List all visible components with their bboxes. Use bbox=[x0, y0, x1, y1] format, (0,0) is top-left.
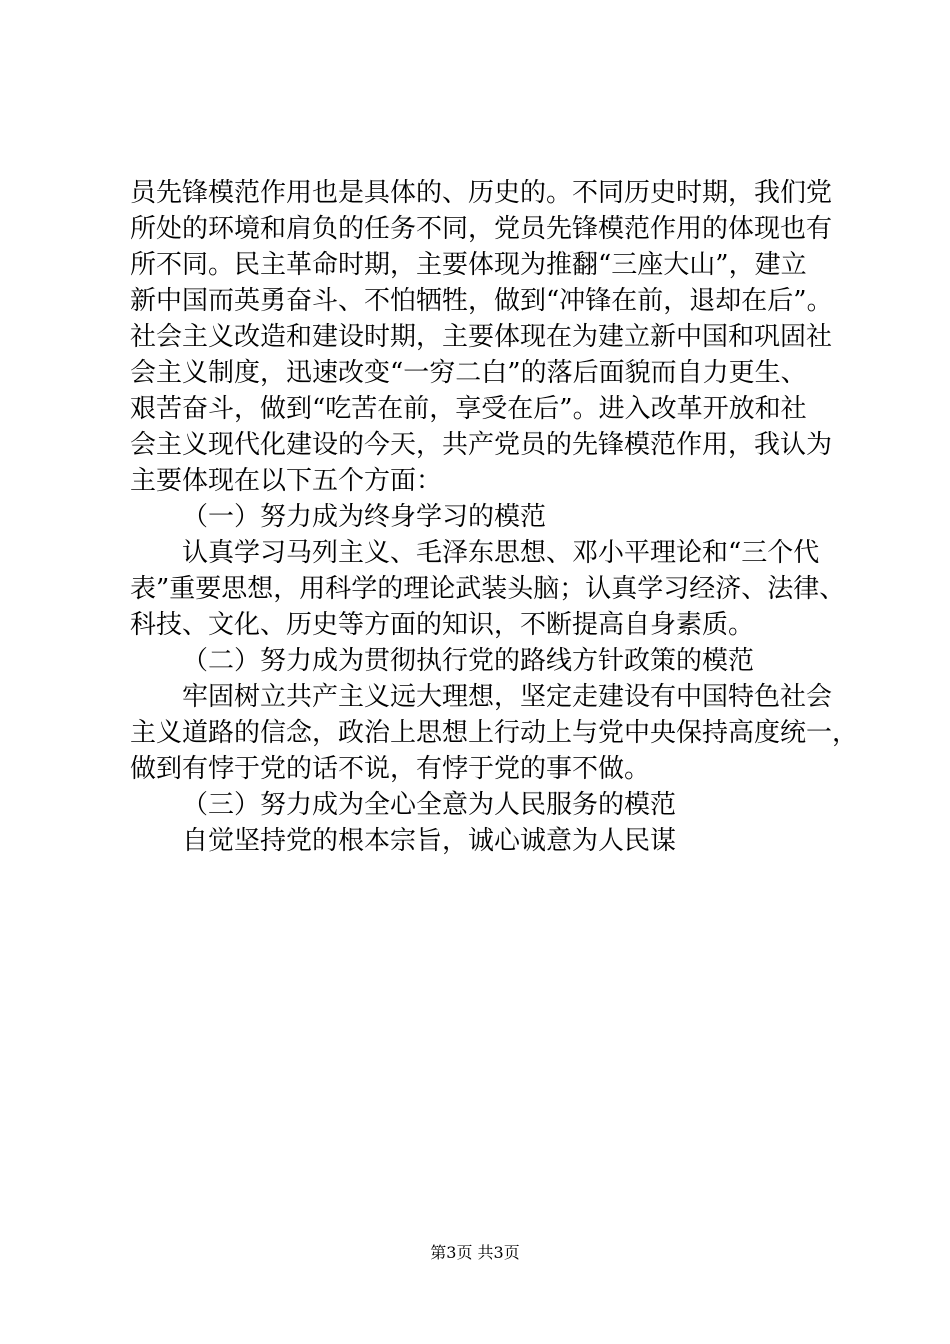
body-text-line: 所不同。民主革命时期，主要体现为推翻“三座大山”，建立 bbox=[130, 250, 807, 280]
body-text-line: 主要体现在以下五个方面： bbox=[130, 466, 443, 496]
body-text-line: 会主义制度，迅速改变“一穷二白”的落后面貌而自力更生、 bbox=[130, 358, 807, 388]
body-text-line: 艰苦奋斗，做到“吃苦在前，享受在后”。进入改革开放和社 bbox=[130, 394, 807, 424]
body-text-line: 新中国而英勇奋斗、不怕牺牲，做到“冲锋在前，退却在后”。 bbox=[130, 286, 833, 316]
body-text-line: 表”重要思想，用科学的理论武装头脑；认真学习经济、法律、 bbox=[130, 574, 846, 604]
section-heading-3: （三）努力成为全心全意为人民服务的模范 bbox=[182, 790, 677, 820]
body-text-line: 牢固树立共产主义远大理想，坚定走建设有中国特色社会 bbox=[182, 682, 833, 712]
body-text-line: 做到有悖于党的话不说，有悖于党的事不做。 bbox=[130, 754, 651, 784]
page-number-footer: 第3页 共3页 bbox=[430, 1243, 520, 1262]
section-heading-2: （二）努力成为贯彻执行党的路线方针政策的模范 bbox=[182, 646, 755, 676]
body-text-line: 社会主义改造和建设时期，主要体现在为建立新中国和巩固社 bbox=[130, 322, 833, 352]
body-text-line: 所处的环境和肩负的任务不同，党员先锋模范作用的体现也有 bbox=[130, 214, 833, 244]
body-text-line: 会主义现代化建设的今天，共产党员的先锋模范作用，我认为 bbox=[130, 430, 833, 460]
body-text-line: 自觉坚持党的根本宗旨，诚心诚意为人民谋 bbox=[182, 826, 677, 856]
body-text-line: 认真学习马列主义、毛泽东思想、邓小平理论和“三个代 bbox=[182, 538, 820, 568]
body-text-line: 主义道路的信念，政治上思想上行动上与党中央保持高度统一， bbox=[130, 718, 859, 748]
section-heading-1: （一）努力成为终身学习的模范 bbox=[182, 502, 547, 532]
body-text-line: 科技、文化、历史等方面的知识，不断提高自身素质。 bbox=[130, 610, 755, 640]
body-text-line: 员先锋模范作用也是具体的、历史的。不同历史时期，我们党 bbox=[130, 178, 833, 208]
